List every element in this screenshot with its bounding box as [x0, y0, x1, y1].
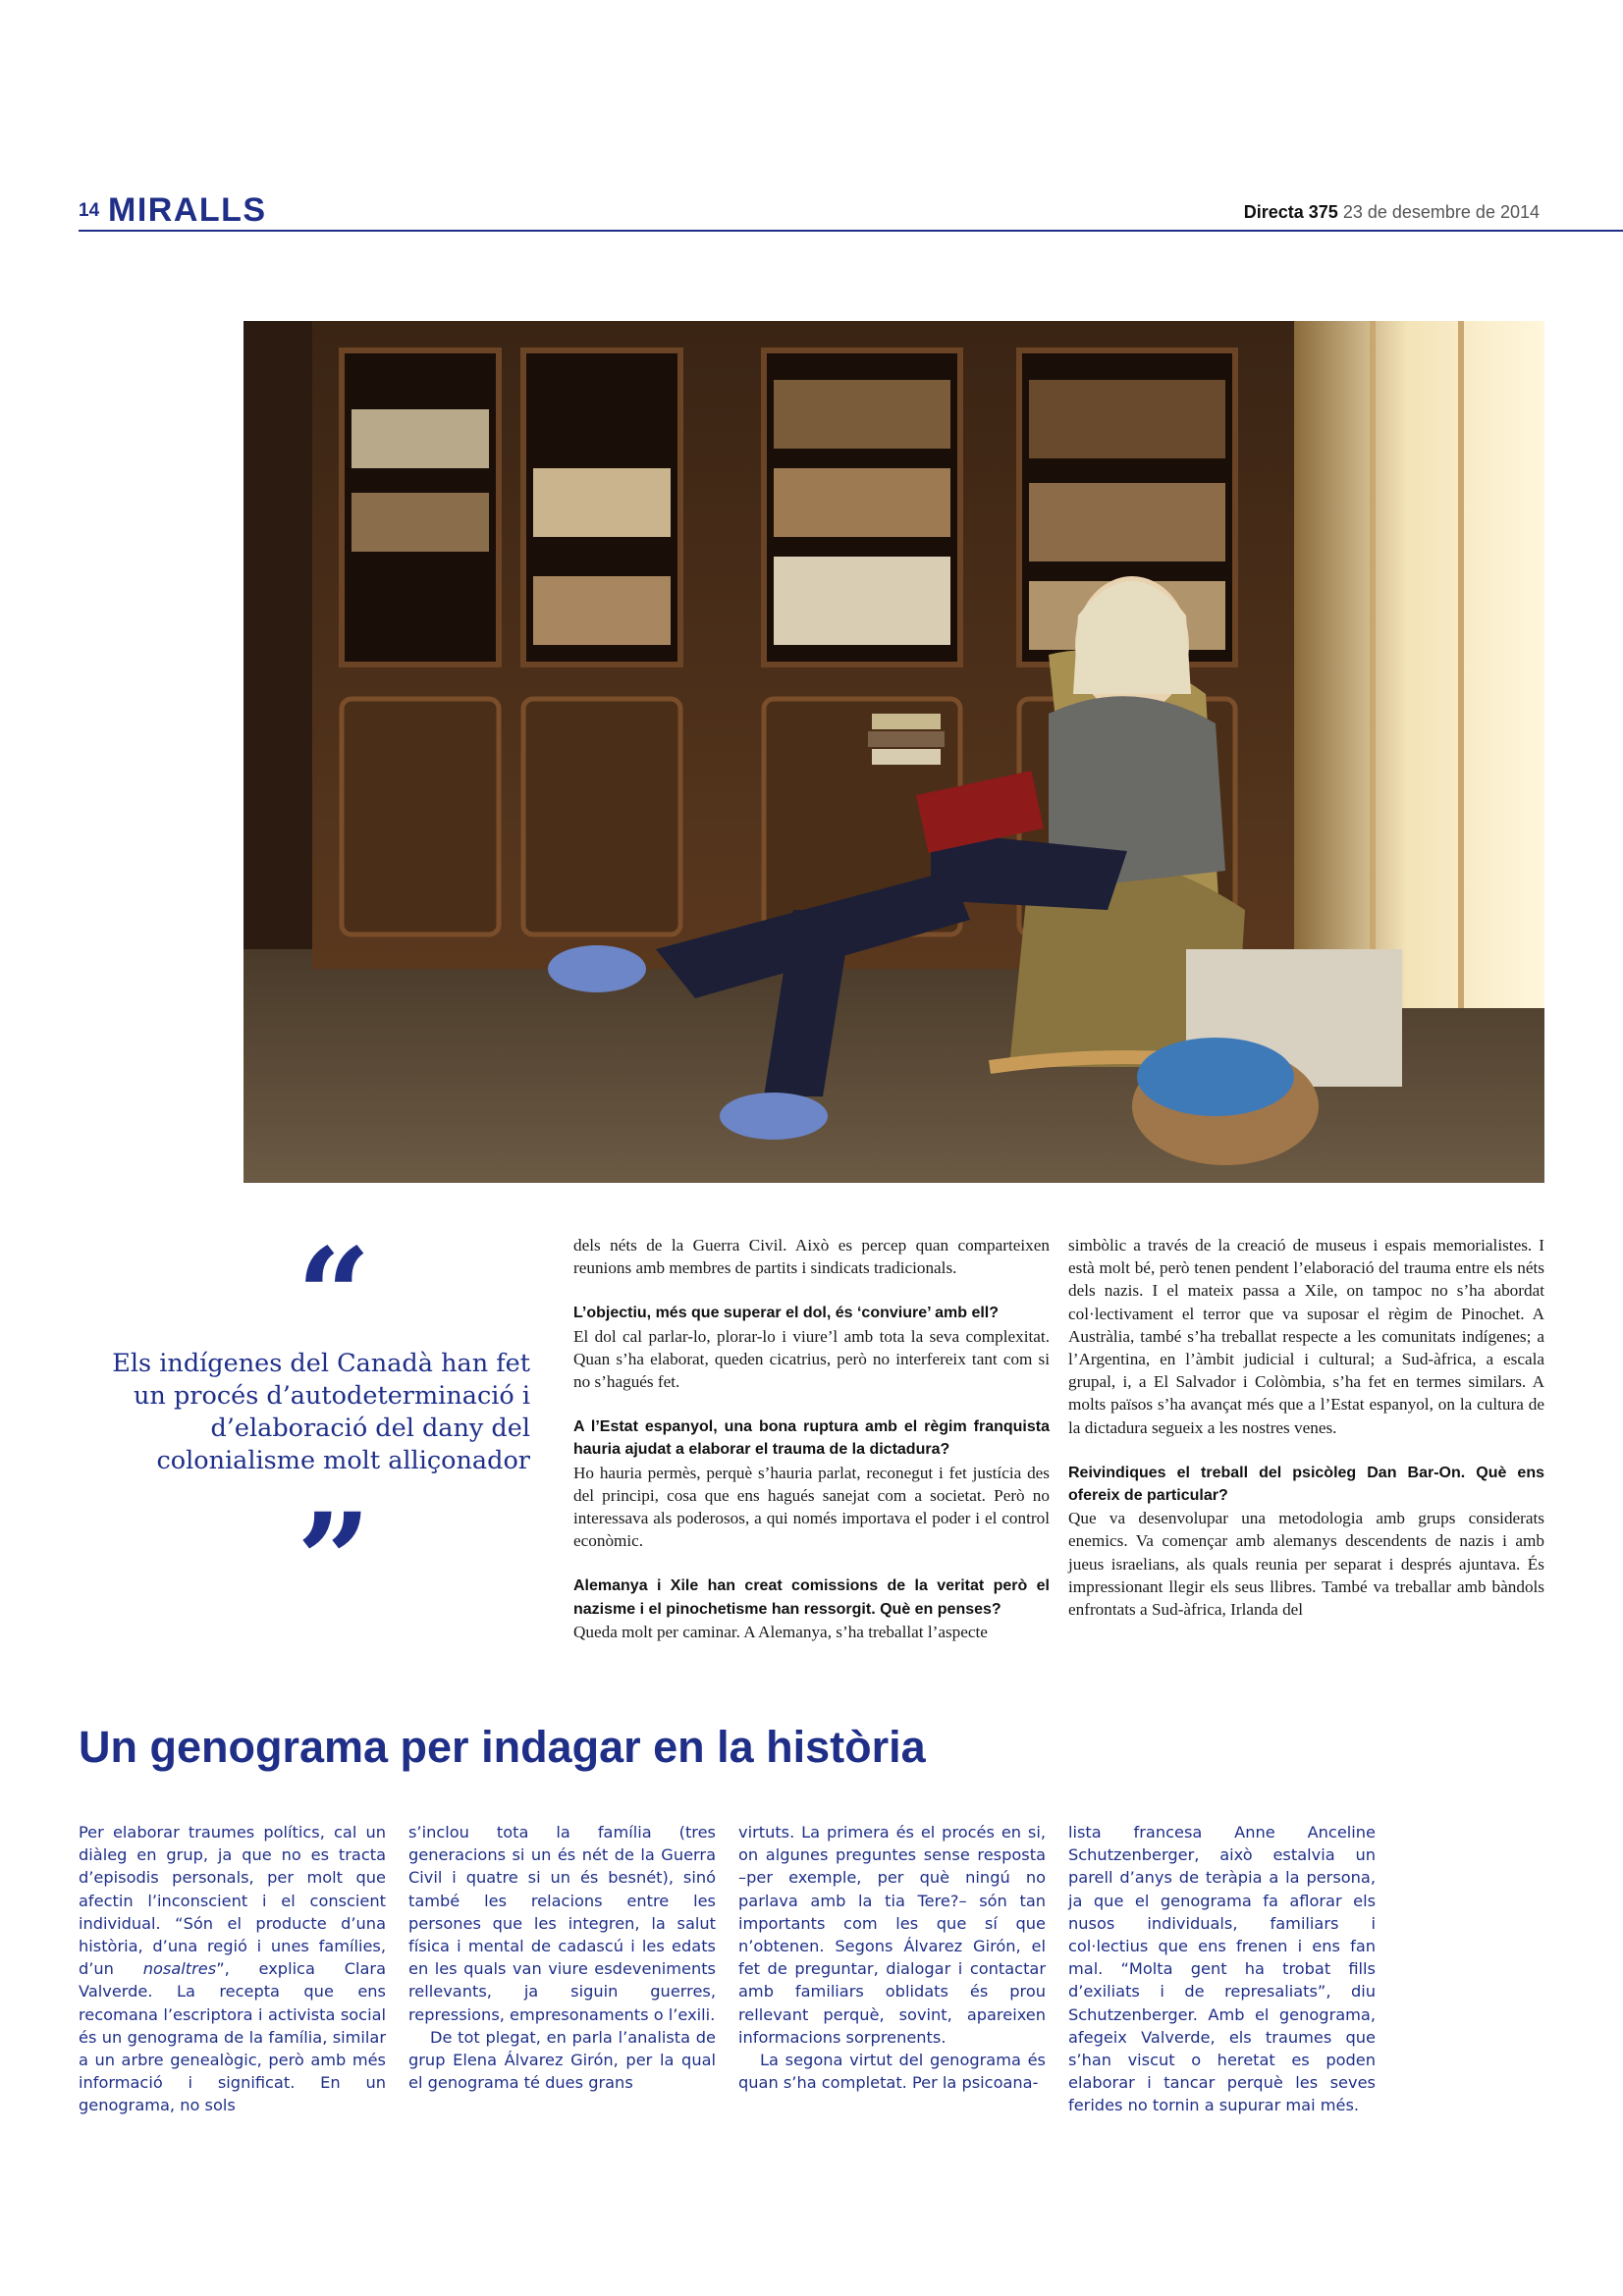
page-header — [79, 192, 1540, 232]
article-column-2 — [408, 1821, 716, 2094]
interview-question: L’objectiu, més que superar el dol, és ‘conviure’ amb ell? — [573, 1305, 1000, 1322]
open-quote-mark: “ — [297, 1220, 371, 1372]
pull-quote-text: Els indígenes del Canadà han fet un procés d’autodeterminació i d’elaboració del dany del colonialisme molt alliçonador — [112, 1349, 530, 1475]
header-rule — [79, 230, 1623, 232]
interview-column-2 — [1068, 1234, 1544, 1643]
publication-name: Directa 375 — [1243, 202, 1338, 222]
article-paragraph: virtuts. La primera és el procés en si, on algunes preguntes sense resposta –per exemple, per què ningú no parlava amb la tia Tere?– són tan importants com les que sí que n’obtenen. Segons Álvarez Girón, el fet de preguntar, dialogar i contactar amb familiars oblidats és prou rellevant perquè, sovint, apareixen informacions sorprenents. — [738, 1823, 1046, 2047]
interview-paragraph: simbòlic a través de la creació de museus i espais memorialistes. I està molt bé, però tenen pendent l’elaboració del trauma entre els néts dels nazis. I el mateix passa a Xile, on tampoc no s’ha abordat col·lectivament el terror que va suposar el règim de Pinochet. A Austràlia, també s’ha treballat respecte a les comunitats indígenes; a l’Argentina, en l’àmbit judicial i cultural; a Sud-àfrica, a escala grupal, i, a El Salvador i Colòmbia, s’ha fet en termes similars. A molts països s’ha avançat més que a l’Estat espanyol, on la cultura de la dictadura segueix a les nostres venes. — [1068, 1236, 1544, 1437]
article-emphasis: nosaltres — [142, 1959, 217, 1979]
publication-info — [1244, 202, 1540, 223]
interview-paragraph: dels néts de la Guerra Civil. Això es percep quan comparteixen reunions amb membres de partits i sindicats tradicionals. — [573, 1236, 1050, 1278]
interview-column-1 — [573, 1234, 1050, 1666]
interview-qa — [1068, 1462, 1544, 1621]
photo-woman-reading-in-armchair — [243, 321, 1544, 1183]
article-paragraph: La segona virtut del genograma és quan s’ha completat. Per la psicoana- — [738, 2051, 1046, 2093]
page-number: 14 — [79, 200, 100, 221]
interview-answer: Ho hauria permès, perquè s’hauria parlat, reconegut i fet justícia des del principi, cosa que ens hagués sanejat com a societat. Però no interessava als poderosos, a qui només importava el poder i el control econòmic. — [573, 1463, 1050, 1551]
section-title: MIRALLS — [108, 191, 267, 229]
article-headline: Un genograma per indagar en la història — [79, 1722, 926, 1772]
publication-date: 23 de desembre de 2014 — [1342, 202, 1540, 222]
article-column-1 — [79, 1821, 386, 2117]
close-quote-mark: ” — [297, 1485, 371, 1637]
pull-quote — [79, 1220, 530, 1637]
interview-answer: Queda molt per caminar. A Alemanya, s’ha treballat l’aspecte — [573, 1622, 988, 1641]
interview-qa — [573, 1575, 1050, 1643]
photo-illustration — [243, 321, 1544, 1183]
interview-qa — [573, 1302, 1050, 1393]
interview-question: A l’Estat espanyol, una bona ruptura amb el règim franquista hauria ajudat a elaborar el trauma de la dictadura? — [573, 1418, 1050, 1459]
interview-question: Reivindiques el treball del psicòleg Dan Bar-On. Què ens ofereix de particular? — [1068, 1464, 1544, 1505]
article-paragraph — [79, 1821, 386, 2117]
interview-question: Alemanya i Xile han creat comissions de la veritat però el nazisme i el pinochetisme han ressorgit. Què en penses? — [573, 1577, 1050, 1618]
interview-answer: Que va desenvolupar una metodologia amb grups considerats enemics. Va començar amb alemanys descendents de nazis i amb jueus israelians, als quals reunia per separat i després ajuntava. És impressionant llegir els seus llibres. També va treballar amb bàndols enfrontats a Sud-àfrica, Irlanda del — [1068, 1509, 1544, 1620]
article-paragraph: De tot plegat, en parla l’analista de grup Elena Álvarez Girón, per la qual el genograma té dues grans — [408, 2027, 716, 2093]
article-text: Per elaborar traumes polítics, cal un diàleg en grup, ja que no es tracta d’episodis personals, per molt que afectin l’inconscient i el conscient individual. “Són el producte d’una història, d’una regió i unes famílies, d’un — [79, 1823, 386, 1979]
interview-qa — [573, 1415, 1050, 1552]
article-column-3 — [738, 1821, 1046, 2094]
article-text: ”, explica Clara Valverde. La recepta que ens recomana l’escriptora i activista social és un genograma de la família, similar a un arbre genealògic, però amb més informació i significat. En un genograma, no sols — [79, 1959, 386, 2115]
article-paragraph: s’inclou tota la família (tres generacions si un és nét de la Guerra Civil i quatre si un és besnét), sinó també les relacions entre les persones que les integren, la salut física i mental de cadascú i les edats en les quals van viure esdeveniments rellevants, ja siguin guerres, repressions, empresonaments o l’exili. — [408, 1823, 716, 2024]
article-paragraph: lista francesa Anne Anceline Schutzenberger, això estalvia un parell d’anys de teràpia a la persona, ja que el genograma fa aflorar els nusos individuals, familiars i col·lectius que ens frenen i ens fan mal. “Molta gent ha trobat fills d’exiliats i de represaliats”, diu Schutzenberger. Amb el genograma, afegeix Valverde, els traumes que s’han viscut o heretat es poden elaborar i tancar perquè les seves ferides no tornin a supurar mai més. — [1068, 1823, 1376, 2115]
interview-answer: El dol cal parlar-lo, plorar-lo i viure’l amb tota la seva complexitat. Quan s’ha elaborat, queden cicatrius, però no interfereix tant com si no s’hagués fet. — [573, 1326, 1050, 1392]
article-column-4 — [1068, 1821, 1376, 2117]
